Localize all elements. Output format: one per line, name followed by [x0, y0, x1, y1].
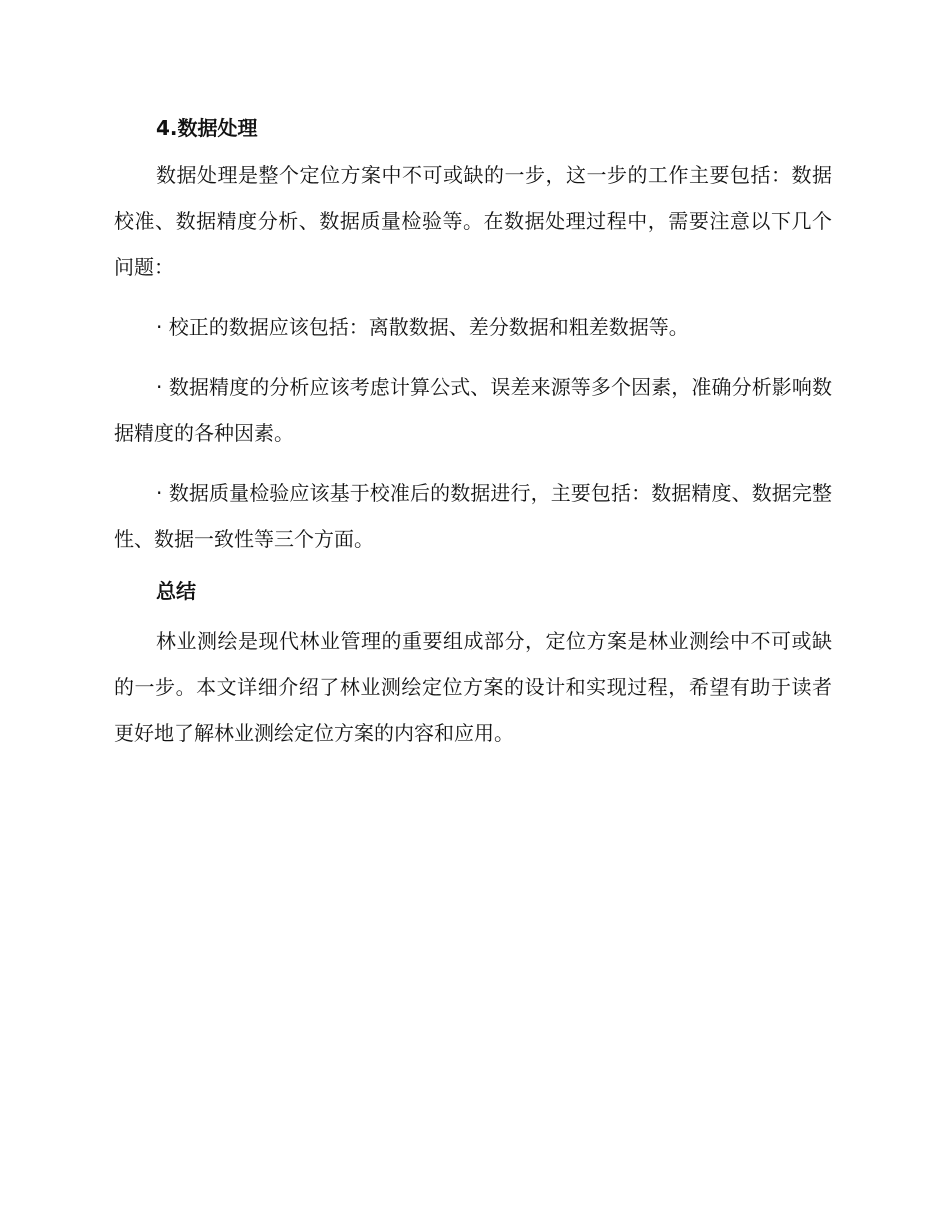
paragraph-summary: 林业测绘是现代林业管理的重要组成部分，定位方案是林业测绘中不可或缺的一步。本文详细介绍了林业测绘定位方案的设计和实现过程，希望有助于读者更好地了解林业测绘定位方案的内容和应用。 — [114, 629, 832, 745]
bullet-item-precision-analysis: · 数据精度的分析应该考虑计算公式、误差来源等多个因素，准确分析影响数据精度的各种因素。 — [114, 375, 832, 445]
section-heading-summary: 总结 — [156, 579, 196, 603]
bullet-item-quality-check: · 数据质量检验应该基于校准后的数据进行，主要包括：数据精度、数据完整性、数据一致性等三个方面。 — [114, 481, 832, 551]
section-heading-data-processing: 4.数据处理 — [156, 116, 258, 140]
bullet-item-correction: · 校正的数据应该包括：离散数据、差分数据和粗差数据等。 — [156, 315, 689, 339]
paragraph-intro: 数据处理是整个定位方案中不可或缺的一步，这一步的工作主要包括：数据校准、数据精度分析、数据质量检验等。在数据处理过程中，需要注意以下几个问题： — [114, 163, 832, 279]
